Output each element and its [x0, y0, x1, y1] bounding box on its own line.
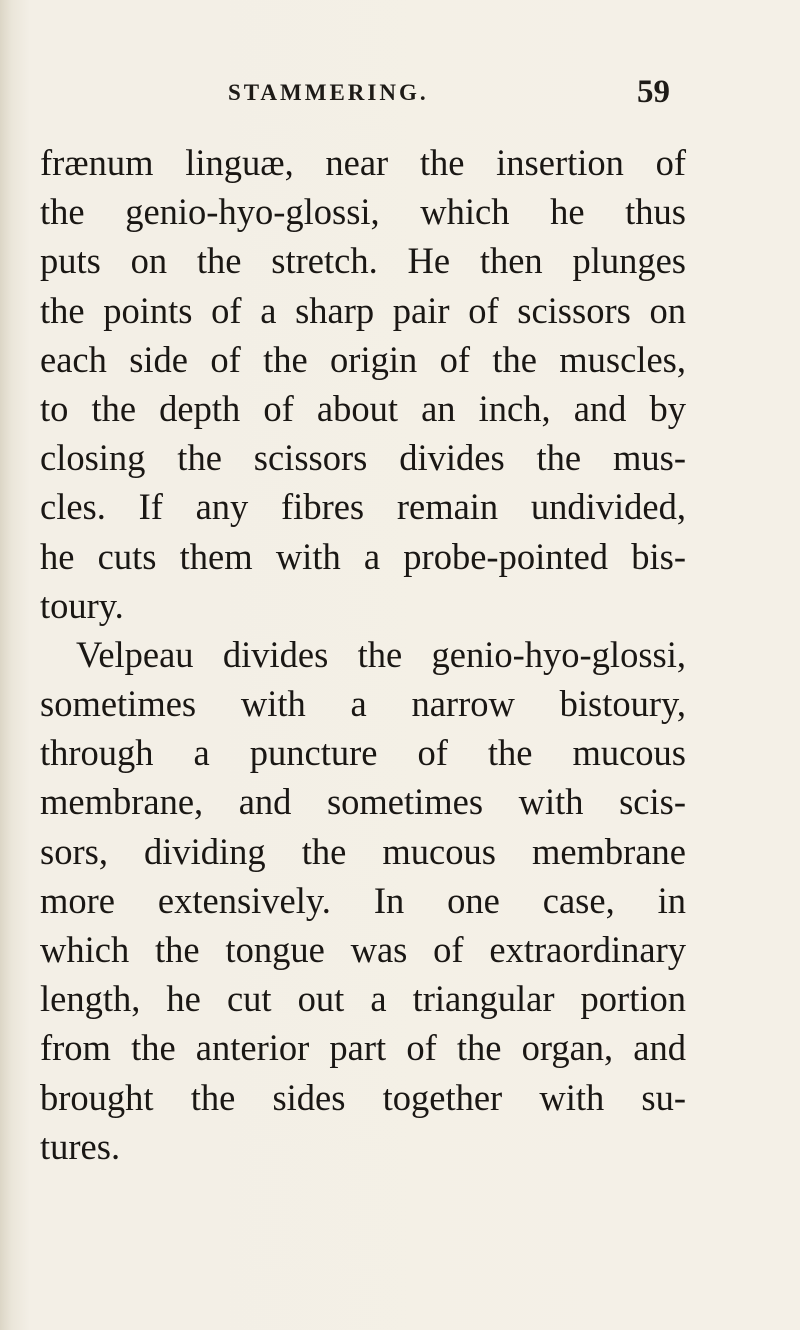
paragraph-end-line: toury.: [40, 584, 124, 626]
running-head: STAMMERING.: [228, 80, 429, 105]
text-line: membrane, and sometimes with scis-: [40, 781, 686, 823]
text-line: cles. If any fibres remain undivided,: [40, 486, 686, 528]
text-line: more extensively. In one case, in: [40, 879, 686, 921]
text-line: the genio-hyo-glossi, which he thus: [40, 191, 686, 233]
text-line: through a puncture of the mucous: [40, 732, 686, 774]
page-header: [0, 74, 800, 114]
text-line: each side of the origin of the muscles,: [40, 338, 686, 380]
text-line: sometimes with a narrow bistoury,: [40, 683, 686, 725]
text-line: the points of a sharp pair of scissors on: [40, 289, 686, 331]
text-line: which the tongue was of extraordinary: [40, 929, 686, 970]
text-line: from the anterior part of the organ, and: [40, 1027, 686, 1069]
text-line: closing the scissors divides the mus-: [40, 437, 686, 479]
text-line: sors, dividing the mucous membrane: [40, 830, 686, 872]
paragraph-end-line: tures.: [40, 1125, 121, 1167]
text-line: puts on the stretch. He then plunges: [40, 240, 686, 282]
text-line: brought the sides together with su-: [40, 1076, 686, 1118]
paragraph-start-line: Velpeau divides the genio-hyo-glossi,: [76, 633, 686, 675]
text-line: to the depth of about an inch, and by: [40, 387, 686, 429]
text-line: frænum linguæ, near the insertion of: [40, 142, 686, 183]
body-text: [40, 138, 686, 1171]
text-line: length, he cut out a triangular portion: [40, 978, 686, 1020]
page-number: 59: [637, 74, 670, 110]
text-line: he cuts them with a probe-pointed bis-: [40, 535, 686, 577]
